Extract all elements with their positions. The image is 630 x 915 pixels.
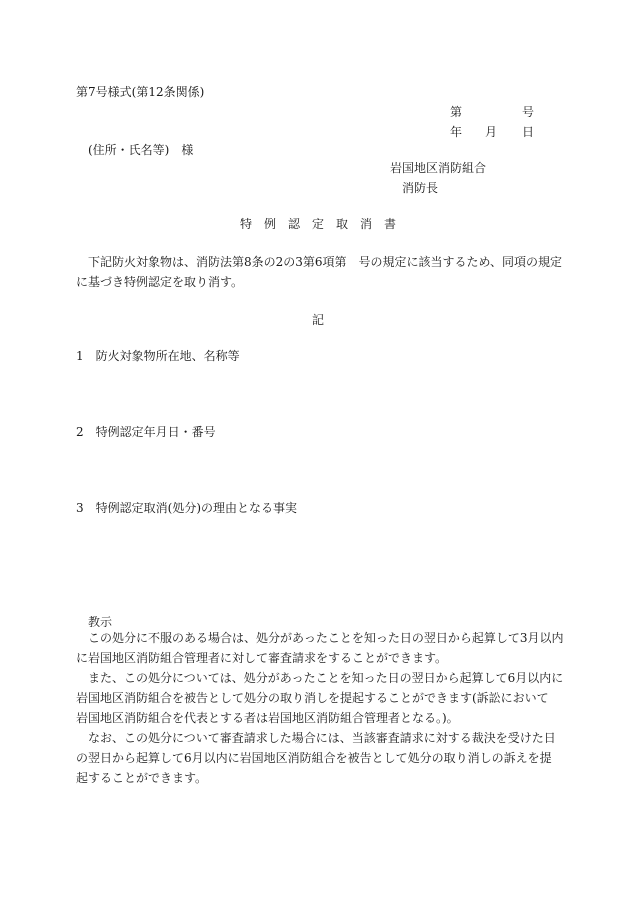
number-prefix: 第: [450, 105, 463, 119]
notice-line: 岩国地区消防組合を被告として処分の取り消しを提起することができます(訴訟において: [76, 691, 549, 705]
notice-line: また、この処分については、処分があったことを知った日の翌日から起算して6月以内に: [88, 671, 564, 685]
number-suffix: 号: [522, 105, 535, 119]
document-title: 特 例 認 定 取 消 書: [240, 217, 397, 231]
addressee: (住所・氏名等) 様: [88, 143, 194, 157]
notice-line: 岩国地区消防組合を代表とする者は岩国地区消防組合管理者となる。)。: [76, 711, 459, 725]
ki-heading: 記: [312, 313, 325, 327]
issuer-organization: 岩国地区消防組合: [390, 161, 487, 175]
item-certification-date: 2 特例認定年月日・番号: [76, 425, 216, 439]
notice-line: に岩国地区消防組合管理者に対して審査請求をすることができます。: [76, 651, 448, 665]
notice-line: の翌日から起算して6月以内に岩国地区消防組合を被告として処分の取り消しの訴えを提: [76, 751, 552, 765]
notice-line: この処分に不服のある場合は、処分があったことを知った日の翌日から起算して3月以内: [88, 631, 564, 645]
date-month: 月: [485, 125, 498, 139]
intro-paragraph: [76, 252, 563, 292]
issuer-title: 消防長: [402, 181, 439, 195]
item-revocation-reason: 3 特例認定取消(処分)の理由となる事実: [76, 501, 297, 515]
item-location: 1 防火対象物所在地、名称等: [76, 349, 240, 363]
date-year: 年: [450, 125, 463, 139]
notice-heading: 教示: [88, 615, 113, 629]
notice-line: なお、この処分について審査請求した場合には、当該審査請求に対する裁決を受けた日: [88, 731, 556, 745]
notice-body: [76, 628, 564, 788]
intro-line: に基づき特例認定を取り消す。: [76, 275, 244, 289]
date-day: 日: [522, 125, 535, 139]
intro-line: 下記防火対象物は、消防法第8条の2の3第6項第 号の規定に該当するため、同項の規定: [88, 255, 563, 269]
form-label: 第7号様式(第12条関係): [76, 85, 205, 99]
notice-line: 起することができます。: [76, 771, 208, 785]
